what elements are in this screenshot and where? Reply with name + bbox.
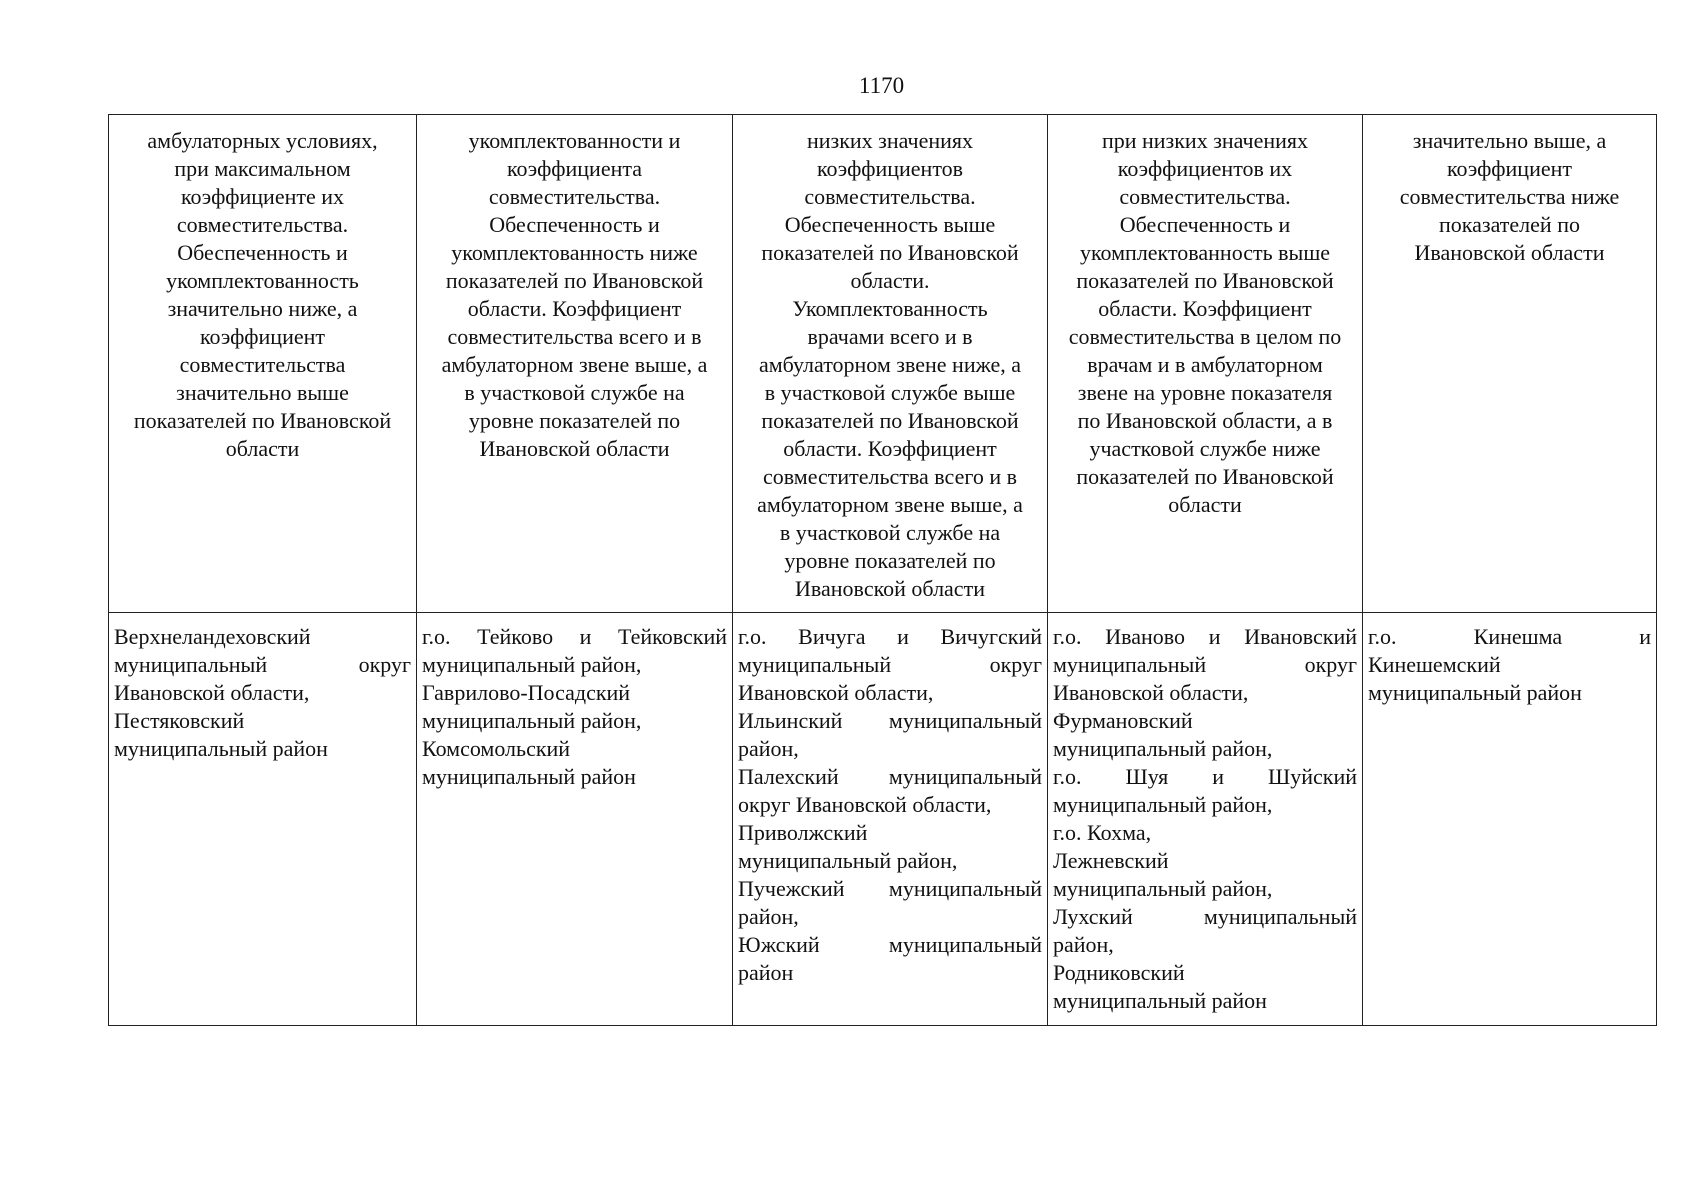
area-text-line: муниципальный район — [1368, 680, 1582, 705]
description-text-line: совместительства. — [488, 184, 661, 209]
area-text-line: округ Ивановской области, — [738, 792, 992, 817]
description-text-line: совместительства — [179, 352, 346, 377]
area-text-line: Лежневский — [1053, 848, 1169, 873]
description-text-line: значительно выше, а — [1412, 128, 1607, 153]
page-number: 1170 — [858, 73, 905, 98]
area-text-line: Лухский муниципальный — [1053, 904, 1357, 929]
table-row-areas — [109, 613, 1657, 1026]
description-text-line: Обеспеченность выше — [784, 212, 996, 237]
area-text-line: Пучежский муниципальный — [738, 876, 1042, 901]
description-text-line: при низких значениях — [1101, 128, 1309, 153]
description-text-line: в участковой службе на — [464, 380, 685, 405]
description-text-line: укомплектованность — [166, 268, 359, 293]
area-text-line: г.о. Кинешма и — [1368, 624, 1651, 649]
description-text-line: Ивановской области — [479, 436, 670, 461]
areas-cell-2 — [417, 613, 733, 1026]
description-text-line: Укомплектованность — [792, 296, 988, 321]
area-text-line: г.о. Вичуга и Вичугский — [738, 624, 1042, 649]
description-text-line: совместительства всего и в — [447, 324, 702, 349]
description-text-line: области. — [850, 268, 930, 293]
area-text-line: Комсомольский — [422, 736, 571, 761]
description-cell-4 — [1048, 115, 1363, 613]
area-text-line: муниципальный район — [422, 764, 636, 789]
area-text-line: муниципальный район, — [422, 708, 642, 733]
area-text-line: район, — [738, 736, 799, 761]
area-text-line: район, — [1053, 932, 1114, 957]
area-text-line: Приволжский — [738, 820, 868, 845]
description-cell-2 — [417, 115, 733, 613]
description-text-line: в участковой службе на — [779, 520, 1001, 545]
description-text-line: Ивановской области — [795, 576, 985, 601]
description-text-line: совместительства ниже — [1399, 184, 1620, 209]
area-text-line: муниципальный район, — [738, 848, 958, 873]
description-cell-3 — [733, 115, 1048, 613]
area-text-line: Южский муниципальный — [738, 932, 1042, 957]
area-text-line: муниципальный округ — [1053, 652, 1357, 677]
area-text-line: муниципальный район, — [1053, 876, 1273, 901]
description-text-line: амбулаторном звене выше, а — [757, 492, 1023, 517]
area-text-line: Палехский муниципальный — [738, 764, 1042, 789]
description-text-line: совместительства в целом по — [1068, 324, 1342, 349]
description-text-line: уровне показателей по — [468, 408, 681, 433]
areas-cell-1 — [109, 613, 417, 1026]
data-table — [108, 114, 1657, 1026]
description-text-line: по Ивановской области, а в — [1077, 408, 1333, 433]
description-text-line: амбулаторных условиях, — [147, 128, 378, 153]
description-text-line: Обеспеченность и — [177, 240, 348, 265]
description-text-line: врачам и в амбулаторном — [1087, 352, 1323, 377]
description-text-line: коэффициенте их — [180, 184, 345, 209]
description-text-line: укомплектованность выше — [1079, 240, 1331, 265]
description-text-line: показателей по Ивановской — [133, 408, 392, 433]
description-text-line: совместительства. — [804, 184, 976, 209]
description-text-line: уровне показателей по — [784, 548, 996, 573]
description-text-line: амбулаторном звене ниже, а — [758, 352, 1022, 377]
description-text-line: коэффициента — [506, 156, 643, 181]
area-text-line: муниципальный район, — [1053, 736, 1273, 761]
area-text-line: Ильинский муниципальный — [738, 708, 1042, 733]
area-text-line: муниципальный район — [114, 736, 328, 761]
description-text-line: значительно ниже, а — [167, 296, 358, 321]
description-text-line: показателей по Ивановской — [445, 268, 704, 293]
description-text-line: области. Коэффициент — [467, 296, 682, 321]
description-cell-5 — [1363, 115, 1657, 613]
description-text-line: показателей по Ивановской — [761, 408, 1019, 433]
description-text-line: Обеспеченность и — [489, 212, 660, 237]
area-text-line: муниципальный район, — [422, 652, 642, 677]
area-text-line: Ивановской области, — [738, 680, 934, 705]
area-text-line: муниципальный район, — [1053, 792, 1273, 817]
area-text-line: Родниковский — [1053, 960, 1185, 985]
description-text-line: области. Коэффициент — [783, 436, 997, 461]
areas-cell-5 — [1363, 613, 1657, 1026]
areas-cell-3 — [733, 613, 1048, 1026]
description-text-line: участковой службе ниже — [1089, 436, 1321, 461]
area-text-line: г.о. Иваново и Ивановский — [1053, 624, 1357, 649]
area-text-line: муниципальный район — [1053, 988, 1267, 1013]
description-text-line: звене на уровне показателя — [1077, 380, 1333, 405]
area-text-line: район, — [738, 904, 799, 929]
area-text-line: муниципальный округ — [114, 652, 411, 677]
area-text-line: Фурмановский — [1053, 708, 1193, 733]
area-text-line: район — [738, 960, 794, 985]
area-text-line: Ивановской области, — [114, 680, 310, 705]
description-text-line: совместительства. — [176, 212, 349, 237]
description-text-line: области — [225, 436, 300, 461]
description-text-line: показателей по Ивановской — [761, 240, 1019, 265]
description-text-line: показателей по Ивановской — [1076, 464, 1334, 489]
description-text-line: показателей по Ивановской — [1076, 268, 1334, 293]
area-text-line: муниципальный округ — [738, 652, 1042, 677]
areas-cell-4 — [1048, 613, 1363, 1026]
description-text-line: амбулаторном звене выше, а — [441, 352, 708, 377]
area-text-line: г.о. Шуя и Шуйский — [1053, 764, 1357, 789]
description-text-line: Обеспеченность и — [1119, 212, 1291, 237]
description-text-line: при максимальном — [174, 156, 351, 181]
description-text-line: Ивановской области — [1414, 240, 1605, 265]
description-text-line: низких значениях — [806, 128, 974, 153]
description-text-line: совместительства всего и в — [763, 464, 1017, 489]
description-text-line: показателей по — [1439, 212, 1580, 237]
description-text-line: укомплектованности и — [468, 128, 681, 153]
area-text-line: Ивановской области, — [1053, 680, 1249, 705]
description-text-line: коэффициент — [1446, 156, 1572, 181]
area-text-line: г.о. Тейково и Тейковский — [422, 624, 727, 649]
description-cell-1 — [109, 115, 417, 613]
area-text-line: Гаврилово-Посадский — [422, 680, 631, 705]
description-text-line: укомплектованность ниже — [451, 240, 698, 265]
description-text-line: совместительства. — [1119, 184, 1291, 209]
description-text-line: значительно выше — [176, 380, 349, 405]
area-text-line: Верхнеландеховский — [114, 624, 311, 649]
description-text-line: врачами всего и в — [807, 324, 973, 349]
area-text-line: Кинешемский — [1368, 652, 1501, 677]
table-row-descriptions — [109, 115, 1657, 613]
description-text-line: области — [1168, 492, 1242, 517]
description-text-line: в участковой службе выше — [764, 380, 1016, 405]
description-text-line: области. Коэффициент — [1098, 296, 1312, 321]
description-text-line: коэффициент — [199, 324, 325, 349]
description-text-line: коэффициентов их — [1117, 156, 1293, 181]
description-text-line: коэффициентов — [816, 156, 964, 181]
area-text-line: Пестяковский — [114, 708, 245, 733]
area-text-line: г.о. Кохма, — [1053, 820, 1152, 845]
